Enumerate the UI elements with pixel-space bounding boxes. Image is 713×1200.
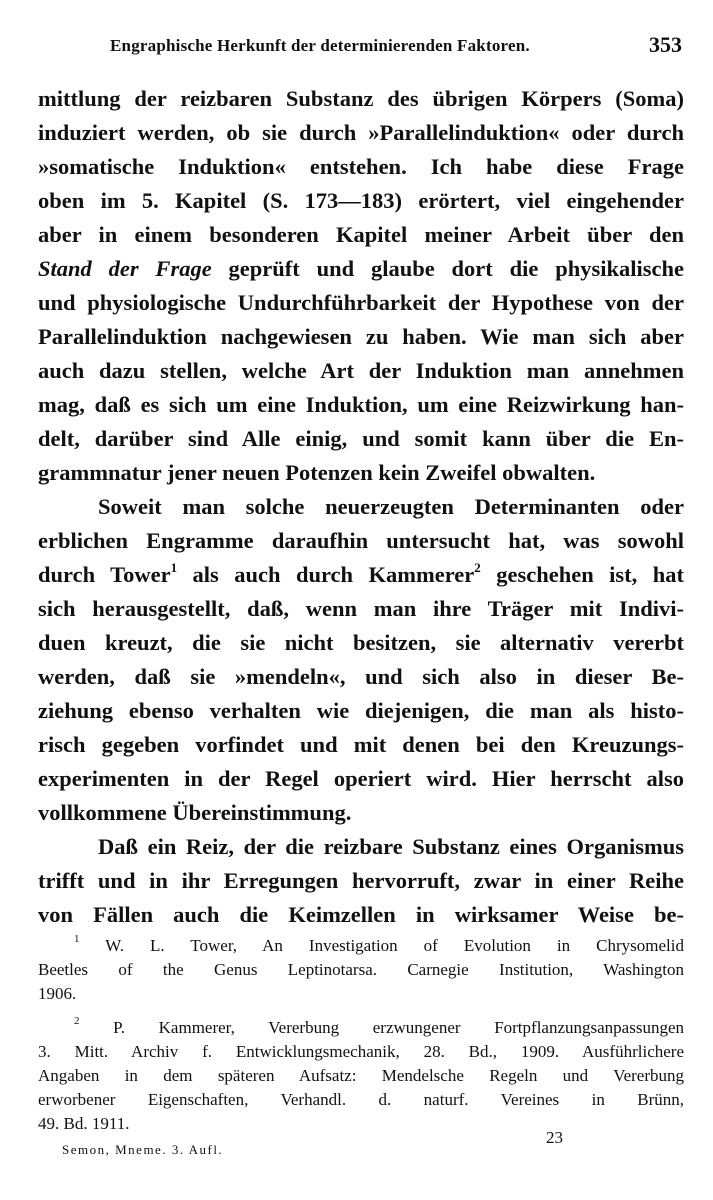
text-line: induziert werden, ob sie durch »Parallelinduktion« oder durch [38,120,684,145]
text-line: »somatische Induktion« entstehen. Ich habe diese Frage [38,154,684,179]
text-line: mittlung der reizbaren Substanz des übrigen Körpers (Soma) [38,86,684,111]
text-line: Daß ein Reiz, der die reizbare Substanz eines Organismus [98,834,684,859]
footnote-text: 1906. [38,984,77,1003]
footnote-text: 3. Mitt. Archiv f. Entwicklungsmechanik, 28. Bd., 1909. Ausführlichere [38,1042,684,1061]
text-line: trifft und in ihr Erregungen hervorruft, zwar in einer Reihe [38,868,684,893]
footnote-marker: 2 [74,1016,80,1028]
text-line: delt, darüber sind Alle einig, und somit kann über die En- [38,426,684,451]
text-line: auch dazu stellen, welche Art der Induktion man annehmen [38,358,684,383]
text-line: von Fällen auch die Keimzellen in wirksamer Weise be- [38,902,684,927]
text-line: Parallelinduktion nachgewiesen zu haben. Wie man sich aber [38,324,684,349]
italic-title: Stand der Frage [38,256,212,281]
text-line [38,252,684,286]
running-header [110,32,682,62]
text-line: erblichen Engramme daraufhin untersucht hat, was sowohl [38,528,684,553]
text-line [38,558,684,592]
body-text [38,82,684,932]
page-number: 353 [649,32,682,57]
running-header-title: Engraphische Herkunft der determinierenden Faktoren. [110,36,530,55]
text-line: duen kreuzt, die sie nicht besitzen, sie alternativ vererbt [38,630,684,655]
text-line: mag, daß es sich um eine Induktion, um eine Reizwirkung han- [38,392,684,417]
text-fragment: durch Tower [38,562,171,587]
footnote-1 [38,934,684,958]
text-line-rest: geprüft und glaube dort die physikalische [211,256,684,281]
footnote-marker: 1 [74,934,80,946]
text-line: werden, daß sie »mendeln«, und sich also in dieser Be- [38,664,684,689]
text-line: Soweit man solche neuerzeugten Determinanten oder [98,494,684,519]
text-line: vollkommene Übereinstimmung. [38,800,352,825]
text-line: aber in einem besonderen Kapitel meiner Arbeit über den [38,222,684,247]
footnote-text: W. L. Tower, An Investigation of Evolution in Chrysomelid [79,936,684,955]
text-line: sich herausgestellt, daß, wenn man ihre Träger mit Indivi- [38,596,684,621]
text-line: experimenten in der Regel operiert wird. Hier herrscht also [38,766,684,791]
footnote-text: P. Kammerer, Vererbung erzwungener Fortpflanzungsanpassungen [79,1018,684,1037]
footnote-ref-2[interactable]: 2 [474,559,481,575]
text-fragment: geschehen ist, hat [480,562,684,587]
text-line: risch gegeben vorfindet und mit denen bei den Kreuzungs- [38,732,684,757]
footnote-text: Angaben in dem späteren Aufsatz: Mendelsche Regeln und Vererbung [38,1066,684,1085]
footnotes [38,934,684,1136]
text-line: grammnatur jener neuen Potenzen kein Zweifel obwalten. [38,460,596,485]
footnote-text: erworbener Eigenschaften, Verhandl. d. naturf. Vereines in Brünn, [38,1090,684,1109]
footnote-text: Beetles of the Genus Leptinotarsa. Carnegie Institution, Washington [38,960,684,979]
footnote-text: 49. Bd. 1911. [38,1114,130,1133]
text-fragment: als auch durch Kammerer [177,562,475,587]
footnote-ref-1[interactable]: 1 [170,559,178,575]
text-line: ziehung ebenso verhalten wie diejenigen, die man als histo- [38,698,684,723]
text-line: oben im 5. Kapitel (S. 173—183) erörtert, viel eingehender [38,188,684,213]
printer-signature: Semon, Mneme. 3. Aufl. [62,1142,224,1157]
sheet-number: 23 [546,1128,563,1147]
footnote-2 [38,1016,684,1040]
text-line: und physiologische Undurchführbarkeit der Hypothese von der [38,290,684,315]
